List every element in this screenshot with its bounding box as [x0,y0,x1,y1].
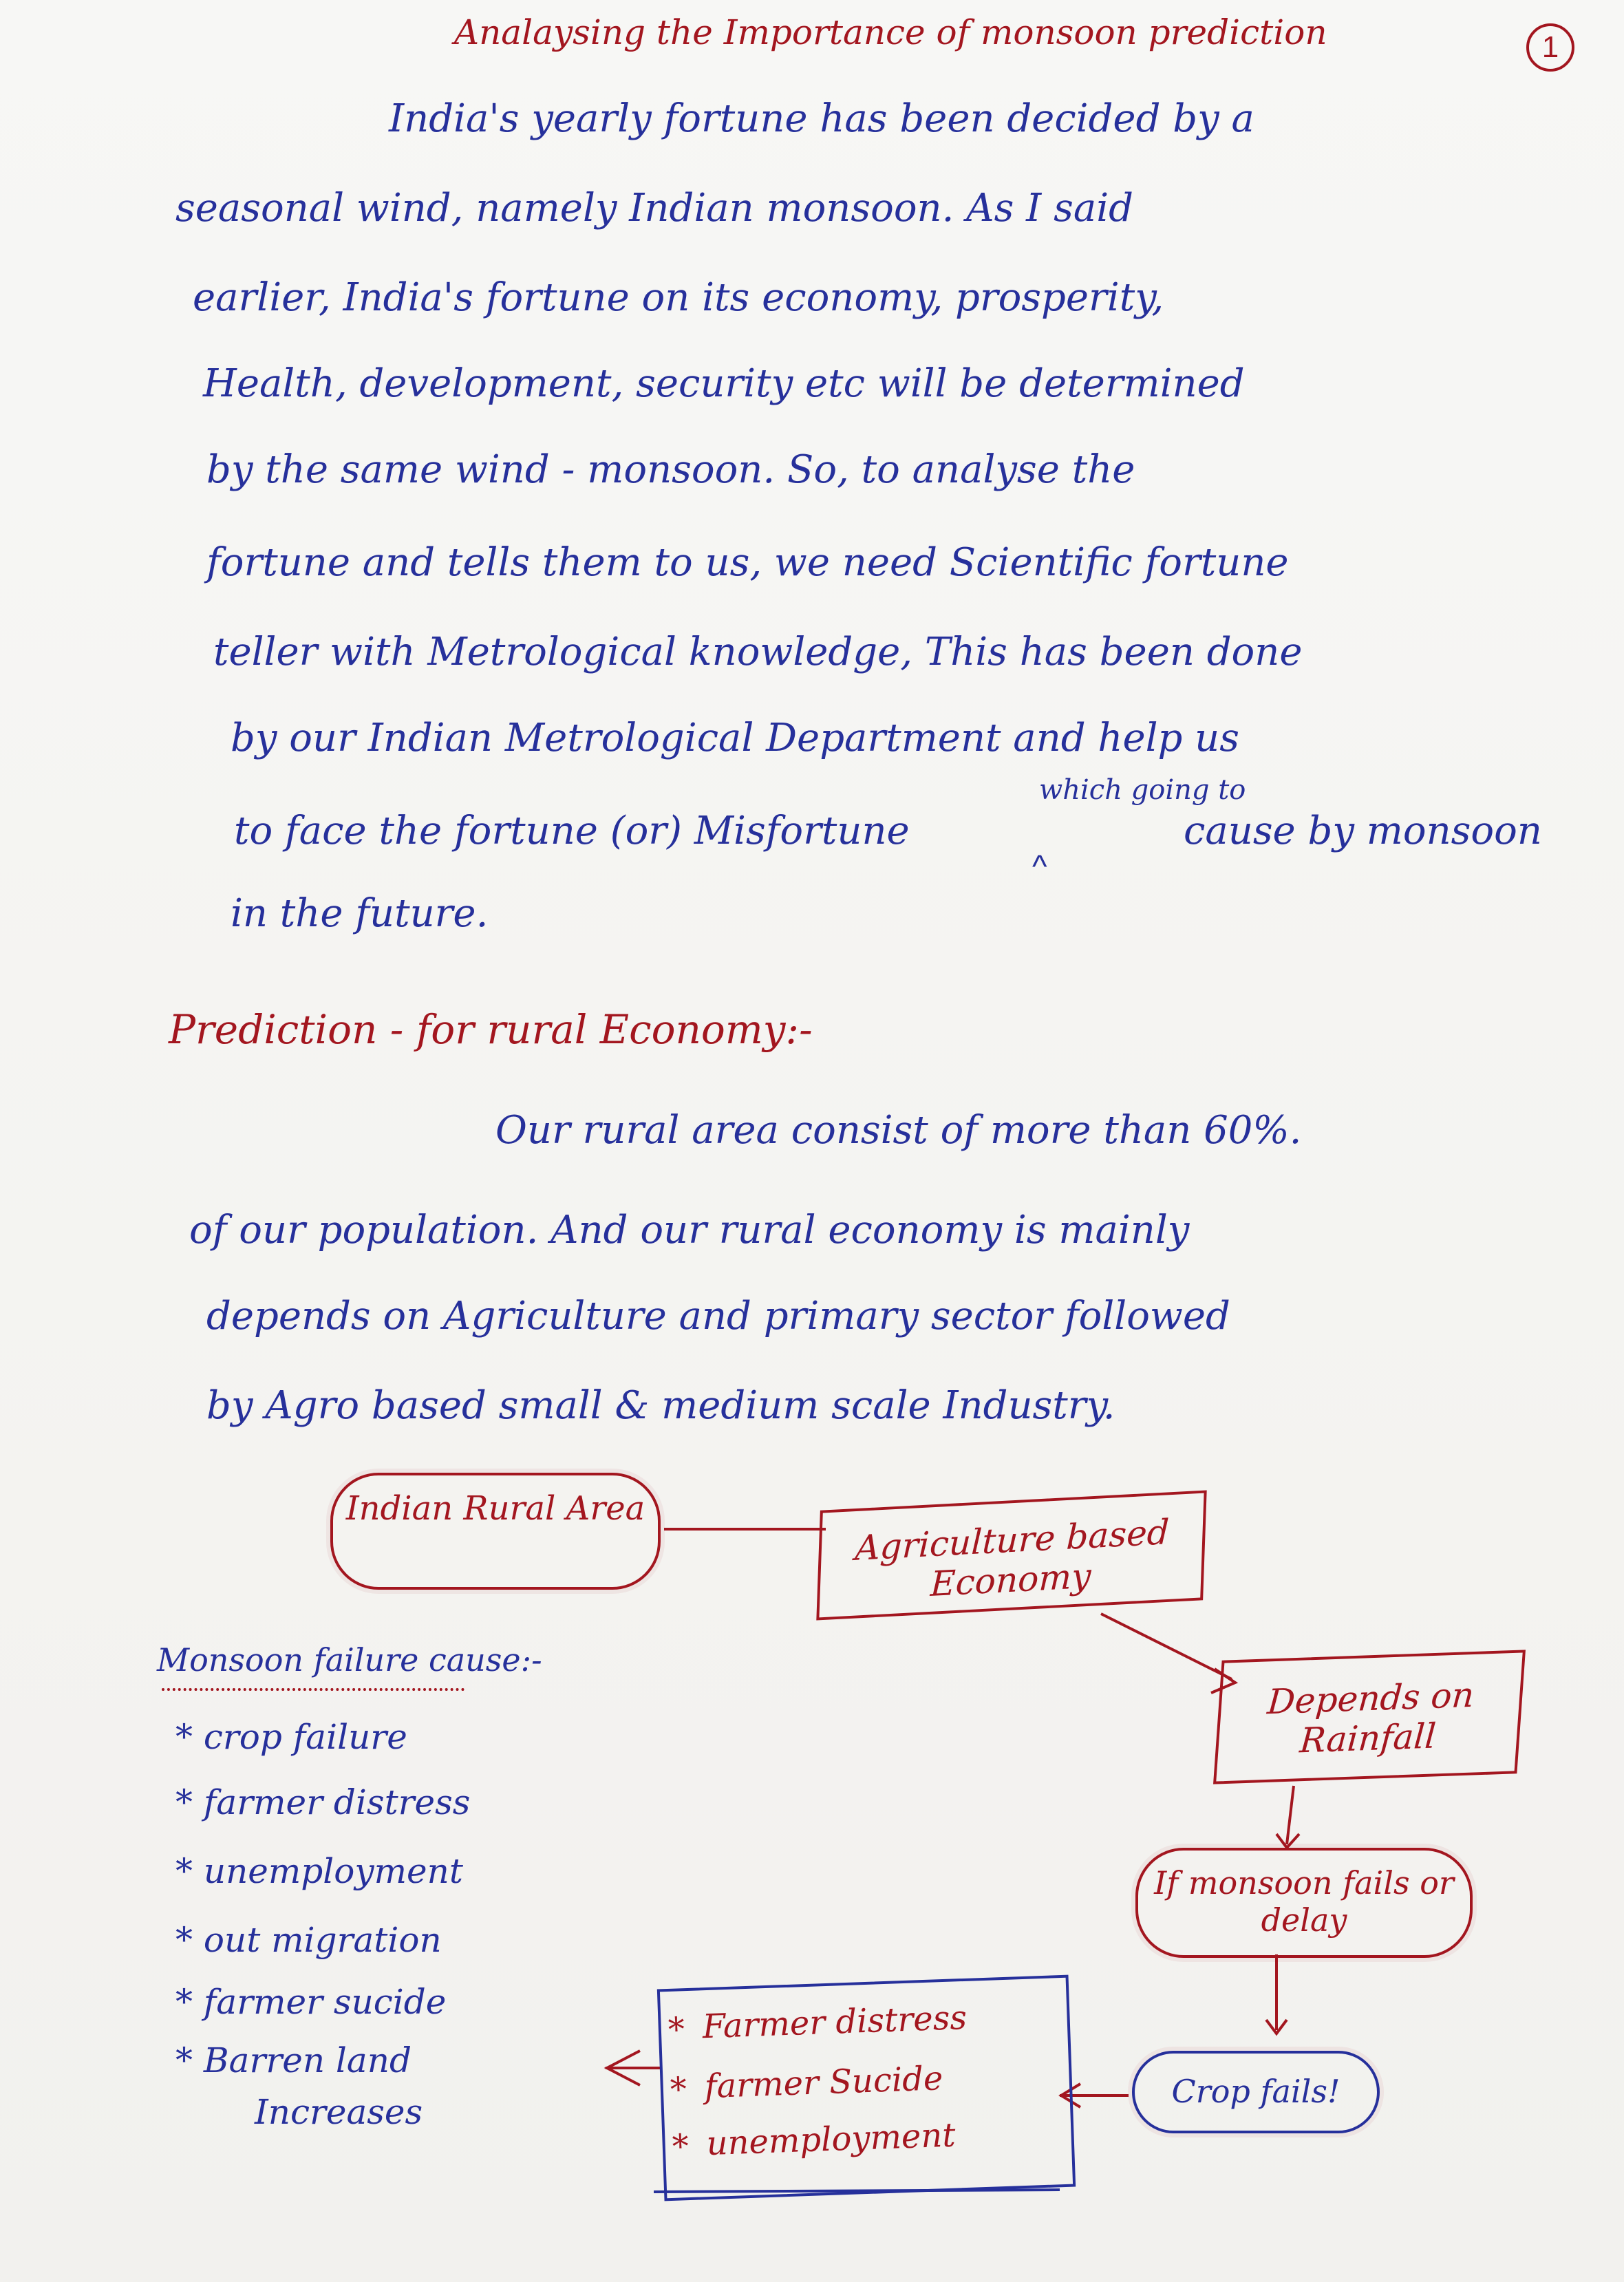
intro-line-2: seasonal wind, namely Indian monsoon. As I said [175,186,1133,231]
effect-star-icon: * [669,2070,687,2109]
causes-heading-underline [162,1684,464,1691]
cause-item: * unemployment [175,1851,463,1891]
page-title: Analaysing the Importance of monsoon prediction [454,12,1327,52]
section-heading-rural: Prediction - for rural Economy:- [169,1006,813,1053]
node-agriculture-economy: Agriculture based Economy [816,1490,1206,1620]
effect-item-farmer-distress: Farmer distress [701,1998,968,2047]
node-crop-fails: Crop fails! [1132,2051,1380,2133]
cause-item: * Barren land [175,2040,412,2080]
node-depends-on-rainfall: Depends on Rainfall [1213,1650,1526,1784]
intro-line-9: to face the fortune (or) Misfortune [234,809,910,853]
intro-line-3: earlier, India's fortune on its economy, prosperity, [193,275,1164,320]
intro-line-4: Health, development, security etc will be determined [203,361,1245,406]
insertion-note: which going to [1039,774,1246,806]
intro-line-7: teller with Metrological knowledge, This has been done [213,630,1303,674]
rural-line-3: depends on Agriculture and primary sector followed [206,1294,1230,1339]
insertion-caret: ^ [1032,849,1047,884]
rural-line-2: of our population. And our rural economy is mainly [189,1208,1190,1252]
intro-line-8: by our Indian Metrological Department and help us [231,716,1239,760]
intro-line-10: in the future. [231,891,489,936]
node-if-monsoon-fails: If monsoon fails or delay [1135,1848,1473,1958]
causes-heading: Monsoon failure cause:- [157,1641,542,1678]
page-number: 1 [1526,23,1574,72]
effect-item-unemployment: unemployment [705,2115,957,2164]
cause-item: * crop failure [175,1717,407,1757]
effect-star-icon: * [667,2010,685,2049]
node-indian-rural-area: Indian Rural Area [330,1473,661,1590]
intro-line-9-tail: cause by monsoon [1184,809,1542,853]
connector-rainfall-to-fails [1287,1786,1294,1844]
cause-item: * farmer distress [175,1782,471,1822]
connector-agri-to-rainfall [1101,1614,1232,1679]
cause-item: * out migration [175,1920,442,1960]
effect-star-icon: * [671,2127,690,2166]
intro-line-6: fortune and tells them to us, we need Scientific fortune [206,540,1289,585]
cause-item: * farmer sucide [175,1982,447,2022]
effects-box [657,1975,1076,2201]
intro-line-5: by the same wind - monsoon. So, to analyse the [206,447,1135,492]
rural-line-4: by Agro based small & medium scale Industry. [206,1383,1115,1428]
rural-line-1: Our rural area consist of more than 60%. [495,1108,1302,1153]
effect-item-farmer-sucide: farmer Sucide [703,2059,944,2107]
cause-item-continued: Increases [255,2092,423,2132]
intro-line-1: India's yearly fortune has been decided by a [389,96,1254,141]
